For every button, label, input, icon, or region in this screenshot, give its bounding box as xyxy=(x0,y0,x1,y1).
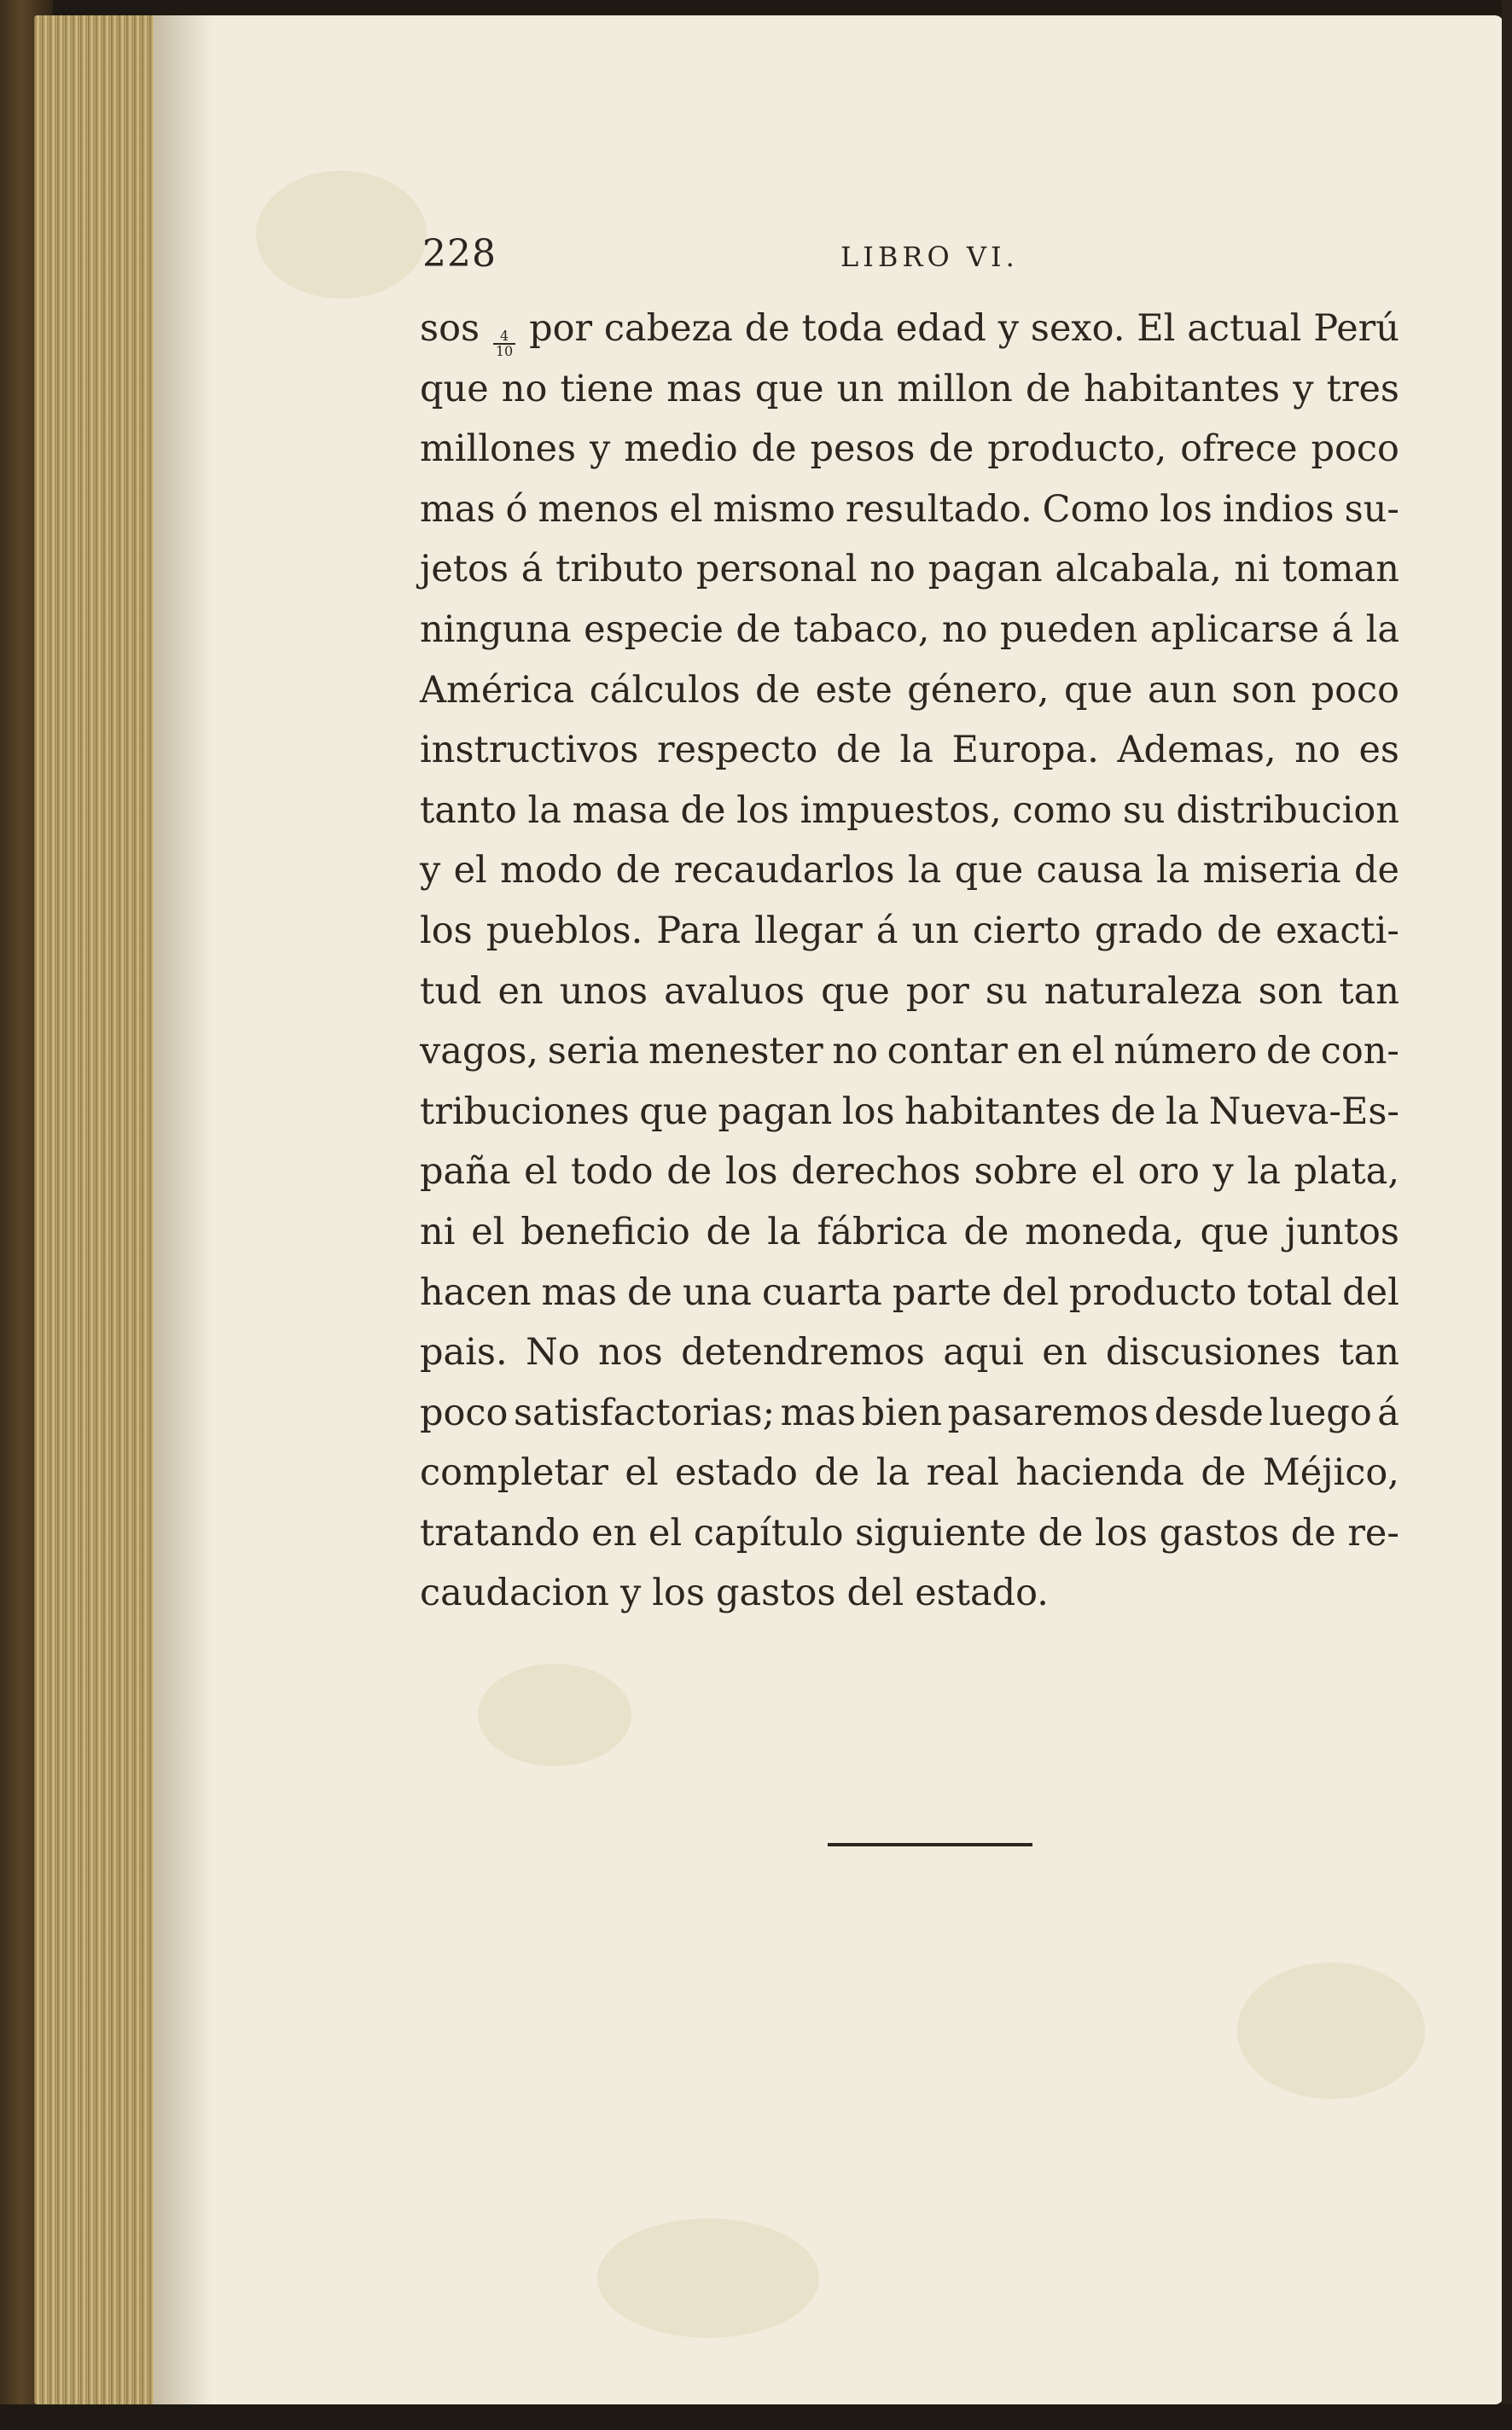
word: siguiente xyxy=(855,1511,1026,1555)
word: recaudarlos xyxy=(673,849,895,892)
word: que xyxy=(754,367,824,410)
word: menester xyxy=(648,1030,823,1073)
word: aun xyxy=(1148,668,1218,712)
word: pueblos. xyxy=(486,909,643,952)
word: estado xyxy=(675,1451,798,1495)
word: exacti- xyxy=(1275,909,1399,952)
word: que xyxy=(420,367,489,410)
text-line xyxy=(420,548,1399,608)
word: un xyxy=(911,909,959,952)
word: que xyxy=(821,969,890,1013)
word: millones xyxy=(420,427,577,471)
word: en xyxy=(1016,1030,1062,1073)
word: completar xyxy=(420,1451,608,1495)
word: de xyxy=(755,668,801,712)
word: desde xyxy=(1154,1391,1264,1434)
word: los xyxy=(1095,1511,1148,1555)
word: unos xyxy=(559,969,648,1013)
word: de xyxy=(736,608,782,651)
word: habitantes xyxy=(1084,367,1281,410)
word: Para xyxy=(656,909,741,952)
text-line xyxy=(420,1572,1399,1632)
text-line xyxy=(420,669,1399,730)
word: cálculos xyxy=(589,668,741,712)
word: llegar xyxy=(754,909,863,952)
word: poco xyxy=(420,1391,509,1434)
word: cierto xyxy=(972,909,1081,952)
word: de xyxy=(963,1210,1009,1253)
text-line xyxy=(420,1451,1399,1512)
word: No xyxy=(526,1331,580,1375)
word: Nueva-Es- xyxy=(1208,1090,1399,1133)
text-line xyxy=(420,1211,1399,1271)
word: sobre xyxy=(974,1150,1079,1194)
word: de xyxy=(680,788,726,832)
word: la xyxy=(875,1451,910,1495)
text-line xyxy=(420,608,1399,669)
word: ni xyxy=(420,1210,456,1253)
word: de xyxy=(1110,1090,1156,1133)
text-line xyxy=(420,1392,1399,1452)
text-line xyxy=(420,849,1399,910)
word: mas xyxy=(541,1270,618,1314)
word: y xyxy=(420,849,441,892)
word: pagan xyxy=(928,548,1043,591)
word: hacen xyxy=(420,1270,532,1314)
word: no xyxy=(941,608,988,651)
word: caudacion xyxy=(420,1572,609,1615)
word: América xyxy=(420,668,575,712)
word: tribuciones xyxy=(420,1090,630,1133)
text-line xyxy=(420,427,1399,488)
word: paña xyxy=(420,1150,511,1194)
word: son xyxy=(1231,668,1297,712)
word: y xyxy=(590,427,611,471)
word: Perú xyxy=(1313,307,1399,350)
word: mas xyxy=(666,367,742,410)
word: Europa. xyxy=(951,729,1099,772)
word: el xyxy=(648,1511,683,1555)
word: ó xyxy=(505,487,528,531)
word: que xyxy=(1200,1210,1270,1253)
text-line xyxy=(420,1030,1399,1090)
word: toda xyxy=(801,307,884,350)
word: pasaremos xyxy=(947,1391,1149,1434)
running-head xyxy=(422,232,1399,292)
text-line xyxy=(420,368,1399,428)
word: poco xyxy=(1311,427,1399,471)
text-line xyxy=(420,910,1399,970)
word: millon xyxy=(897,367,1013,410)
word: una xyxy=(682,1270,752,1314)
word: no xyxy=(832,1030,878,1073)
word: de xyxy=(1038,1511,1084,1555)
word: los xyxy=(736,788,789,832)
word: con- xyxy=(1320,1030,1399,1073)
word: género, xyxy=(907,668,1050,712)
word: tan xyxy=(1339,1331,1399,1375)
word: no xyxy=(501,367,548,410)
section-end-rule xyxy=(828,1843,1032,1846)
word: nos xyxy=(598,1331,663,1375)
text-line xyxy=(420,307,1399,368)
word: estado. xyxy=(915,1572,1049,1615)
word: de xyxy=(751,427,797,471)
word: la xyxy=(899,729,933,772)
word: El xyxy=(1137,307,1176,350)
word: hacienda xyxy=(1015,1451,1184,1495)
word: satisfactorias; xyxy=(513,1391,776,1434)
word: derechos xyxy=(791,1150,961,1194)
word: plata, xyxy=(1294,1150,1399,1194)
word: un xyxy=(836,367,885,410)
word: de xyxy=(1353,849,1399,892)
word: tratando xyxy=(420,1511,580,1555)
page-stack-edge xyxy=(34,15,154,2404)
paper-stain xyxy=(478,1664,631,1766)
word: mas xyxy=(420,487,496,531)
text-line xyxy=(420,970,1399,1031)
word: medio xyxy=(624,427,738,471)
word: Como xyxy=(1042,487,1150,531)
word: grado xyxy=(1094,909,1203,952)
word: detendremos xyxy=(681,1331,925,1375)
word: actual xyxy=(1187,307,1302,350)
word: de xyxy=(1025,367,1071,410)
word: pais. xyxy=(420,1331,508,1375)
word: producto xyxy=(1068,1270,1237,1314)
running-title: LIBRO VI. xyxy=(840,241,1019,273)
text-line xyxy=(420,488,1399,549)
word: este xyxy=(815,668,893,712)
word: la xyxy=(767,1210,801,1253)
bottom-edge xyxy=(0,2404,1512,2430)
word: masa xyxy=(572,788,670,832)
word: total xyxy=(1247,1270,1333,1314)
word: es xyxy=(1358,729,1399,772)
word: de xyxy=(928,427,974,471)
word: tan xyxy=(1339,969,1399,1013)
word: aqui xyxy=(943,1331,1024,1375)
text-line xyxy=(420,729,1399,789)
word: la xyxy=(1165,1090,1200,1133)
word: sos xyxy=(420,307,480,350)
word: seria xyxy=(547,1030,640,1073)
word: especie xyxy=(584,608,724,651)
body-text xyxy=(420,307,1399,1632)
word: naturaleza xyxy=(1044,969,1242,1013)
word: distribucion xyxy=(1176,788,1399,832)
paper-stain xyxy=(256,171,427,299)
word: habitantes xyxy=(904,1090,1101,1133)
word: oro xyxy=(1137,1150,1200,1194)
word: contar xyxy=(887,1030,1008,1073)
word: de xyxy=(706,1210,752,1253)
word: á xyxy=(1377,1391,1399,1434)
word: de xyxy=(1290,1511,1336,1555)
word: indios xyxy=(1222,487,1335,531)
word: la xyxy=(1247,1150,1281,1194)
word: el xyxy=(625,1451,659,1495)
word: de xyxy=(666,1150,712,1194)
word: en xyxy=(497,969,544,1013)
word: y xyxy=(997,307,1020,350)
word: los xyxy=(652,1572,706,1615)
word: discusiones xyxy=(1105,1331,1321,1375)
word: los xyxy=(724,1150,778,1194)
word: ni xyxy=(1234,548,1270,591)
word: á xyxy=(520,548,544,591)
word: la xyxy=(527,788,561,832)
gutter-shadow xyxy=(154,15,213,2404)
word: del xyxy=(1342,1270,1399,1314)
word: real xyxy=(926,1451,999,1495)
word: capítulo xyxy=(693,1511,844,1555)
word: no xyxy=(869,548,916,591)
word: cabeza xyxy=(603,307,733,350)
word: edad xyxy=(895,307,986,350)
fraction-denominator: 10 xyxy=(495,343,514,359)
text-line xyxy=(420,789,1399,850)
word: de xyxy=(835,729,881,772)
word: en xyxy=(591,1511,637,1555)
word: como xyxy=(1012,788,1113,832)
word: pagan xyxy=(718,1090,833,1133)
word: gastos xyxy=(716,1572,836,1615)
word: alcabala, xyxy=(1055,548,1222,591)
word: todo xyxy=(570,1150,654,1194)
word: de xyxy=(1217,909,1262,952)
word: los xyxy=(1160,487,1213,531)
word: el xyxy=(453,849,487,892)
word: pueden xyxy=(999,608,1138,651)
word: juntos xyxy=(1285,1210,1399,1253)
word: cuarta xyxy=(761,1270,882,1314)
text-line xyxy=(420,1271,1399,1332)
text-line xyxy=(420,1331,1399,1392)
word: pesos xyxy=(810,427,916,471)
word: de xyxy=(744,307,790,350)
word: Ademas, xyxy=(1117,729,1276,772)
text-line xyxy=(420,1150,1399,1211)
word: impuestos, xyxy=(800,788,1002,832)
word: tabaco, xyxy=(793,608,930,651)
word: causa xyxy=(1036,849,1143,892)
word: beneficio xyxy=(520,1210,690,1253)
word: bien xyxy=(861,1391,943,1434)
word: toman xyxy=(1282,548,1399,591)
word: el xyxy=(1090,1150,1125,1194)
fraction-numerator: 4 xyxy=(493,329,515,345)
word: el xyxy=(1071,1030,1105,1073)
word: tres xyxy=(1326,367,1399,410)
word: modo xyxy=(500,849,603,892)
word: miseria xyxy=(1202,849,1341,892)
word: el xyxy=(669,487,703,531)
word: que xyxy=(1063,668,1133,712)
word: del xyxy=(1002,1270,1059,1314)
word: poco xyxy=(1311,668,1399,712)
word: fábrica xyxy=(817,1210,948,1253)
word: re- xyxy=(1347,1511,1399,1555)
word: el xyxy=(524,1150,558,1194)
word: mas xyxy=(780,1391,857,1434)
word: jetos xyxy=(420,548,509,591)
word: mismo xyxy=(712,487,835,531)
word: de xyxy=(615,849,661,892)
text-line xyxy=(420,1090,1399,1151)
word: producto, xyxy=(987,427,1167,471)
word: ninguna xyxy=(420,608,572,651)
word: y xyxy=(620,1572,642,1615)
right-edge xyxy=(1502,0,1512,2430)
word: menos xyxy=(538,487,660,531)
word: el xyxy=(471,1210,505,1253)
word: la xyxy=(1365,608,1399,651)
word: tanto xyxy=(420,788,517,832)
text-line xyxy=(420,1512,1399,1573)
word: parte xyxy=(892,1270,992,1314)
word: por xyxy=(905,969,969,1013)
word: de xyxy=(814,1451,860,1495)
word: á xyxy=(875,909,898,952)
word: ofrece xyxy=(1180,427,1298,471)
word: y xyxy=(1293,367,1314,410)
word: la xyxy=(907,849,942,892)
word: en xyxy=(1042,1331,1088,1375)
word: sexo. xyxy=(1030,307,1125,350)
word: de xyxy=(626,1270,672,1314)
word: tributo xyxy=(555,548,684,591)
word: respecto xyxy=(657,729,818,772)
word: Méjico, xyxy=(1262,1451,1399,1495)
word: su xyxy=(1122,788,1166,832)
word: resultado. xyxy=(845,487,1032,531)
paper-stain xyxy=(597,2218,819,2338)
word: aplicarse xyxy=(1149,608,1320,651)
word: son xyxy=(1258,969,1323,1013)
word: tud xyxy=(420,969,482,1013)
word: los xyxy=(420,909,473,952)
word: avaluos xyxy=(664,969,805,1013)
paper-stain xyxy=(1237,1962,1425,2099)
word: moneda, xyxy=(1025,1210,1184,1253)
word: los xyxy=(841,1090,895,1133)
word: que xyxy=(954,849,1024,892)
word: que xyxy=(639,1090,708,1133)
word: del xyxy=(846,1572,904,1615)
fraction xyxy=(493,329,515,358)
word: la xyxy=(1155,849,1190,892)
page-number: 228 xyxy=(422,232,497,276)
word: gastos xyxy=(1159,1511,1280,1555)
word: por xyxy=(529,307,593,350)
word: número xyxy=(1114,1030,1258,1073)
word: su- xyxy=(1344,487,1399,531)
word: personal xyxy=(695,548,858,591)
word: instructivos xyxy=(420,729,639,772)
word: no xyxy=(1294,729,1340,772)
word: y xyxy=(1213,1150,1234,1194)
word: luego xyxy=(1269,1391,1372,1434)
word: de xyxy=(1201,1451,1247,1495)
word: vagos, xyxy=(420,1030,539,1073)
word: tiene xyxy=(560,367,654,410)
word: á xyxy=(1331,608,1354,651)
word: de xyxy=(1266,1030,1312,1073)
word: su xyxy=(985,969,1028,1013)
